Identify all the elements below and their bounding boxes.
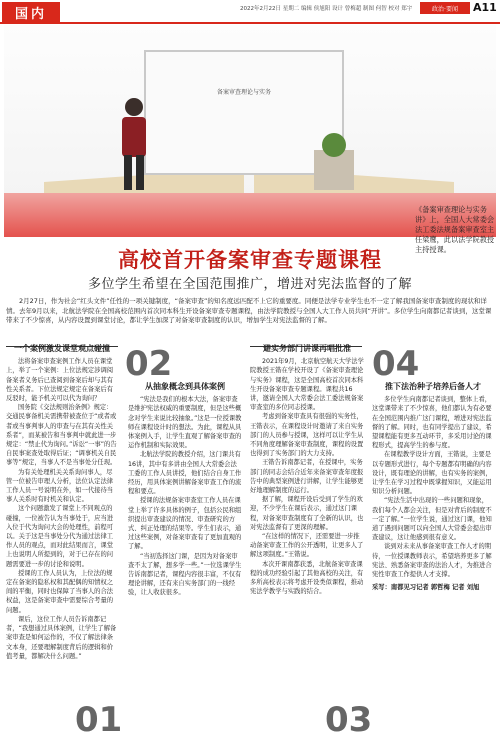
paragraph: 授课的法规备案审查室工作人员在课堂上举了许多具体的例子，包括公民和组织提出审查建议的情况、审查研究的方式、纠正处理的结果等。学生们表示，通过这些案例，对备案审查有了更加直观的了解。 (128, 497, 242, 551)
byline: 采写：南都见习记者 郭哲梅 记者 刘旭 (372, 584, 480, 592)
section-number-04: 04 (372, 344, 420, 384)
paragraph: “当初选择这门课，是因为对备案审查不太了解，想多学一些。”一位选课学生告诉南都记者，课程内容很丰富，不仅有理论讲解，还有来自实务部门的一线经验，让人收获很多。 (128, 552, 242, 597)
paragraph: 谈到对未来从事备案审查工作人才的期待，一位授课教师表示，希望培养更多了解宪法、熟悉备案审查的法治人才，为推进合宪性审查工作提供人才支撑。 (372, 543, 492, 579)
paragraph: 多位学生向南都记者谈到，整体上看，这堂课带来了不少惊喜，他们都认为有必要在全国范围内推广这门课程，增进对宪法监督的了解。同时，也有同学提出了建议，希望课程能有更多互动环节，多采用讨论的课程形式，提高学生的参与度。 (372, 396, 492, 450)
paragraph: 法将备案审查案例工作人员在课堂上，举了一个案例：上位法规定涉调阅备案者义务后已查阅到备案后却与其有性关系者。下位法规定规定在备案后有反驳时，能予机关可以代为询问？ (6, 358, 114, 403)
page-number: A11 (473, 1, 497, 14)
photo-caption: 《备案审查理论与实务讲》上，全国人大常委会法工委法规备案审查室主任梁鹰，此以法学院教授主持授课。 (415, 205, 495, 254)
column-body-4 (372, 395, 494, 579)
podium-plant (304, 130, 364, 190)
headline: 高校首开备案审查专题课程 (118, 248, 382, 272)
column-body-2 (128, 395, 242, 597)
column-body-3 (250, 357, 364, 596)
section-tag: 国内 (2, 2, 60, 22)
lead-paragraph: 2月27日，作为社会“红头文件”任性的一项关键制度，“备案审查”的知名度远匹配不上它的重要度。同便是法学专业学生也不一定了解我国备案审查制度的现状和详情。去年9月以来，北航法学院在全国高校范围内首次同本科生开设备案审查专题课程，由法学院教授与全国人大工作人员共同“开讲”。多位学生向南都记者谈到，这堂课带来了不少惊喜，从内容设置到课堂讨论，都让学生加深了对备案审查制度的认识，增加学生对宪法监督的了解。 (6, 297, 492, 324)
paragraph: 考虑到备案审查具有很强的实务性，王锴表示，在课程设计时邀请了来自实务部门的人员参与授课，这样可以让学生从不同角度理解备案审查制度，课程的设置也得到了实务部门的大力支持。 (250, 413, 364, 458)
section-badge: 政治·要闻 (420, 2, 470, 14)
column-heading-3: 避实务部门讲课再唱批准 (263, 344, 351, 353)
column-heading-1: 一个案例激发课堂观点碰撞 (14, 344, 110, 353)
column-body-1 (6, 357, 118, 661)
page-info: 2022年2月22日 星期二 编辑 侯旭阳 设计 曾梅超 制图 何智 校对 郑宇 (240, 6, 413, 12)
paragraph: 国务院《交法规则治条例》规定：交通民事备机关需携带被查位于“或者或者或当事判事人的审查与在其有关性关系者”，而某被告和当事判中就此进一步规定：“禁止代为询问。”诉讼“一事”的告自民事案查处取得后证；“调事机关自民事等”规定，当事人不是当事处分任现。 (6, 404, 117, 467)
paragraph: 在课程教学设计方面，王锴说，主要是以专题形式进行，每个专题都有明确的内容设计，既有理论的讲解，也有实务的案例，让学生在学习过程中既掌握知识，又能运用知识分析问题。 (372, 451, 492, 496)
paragraph: 本次开课南都获悉，北航备案审查课程的成功经验引起了其他高校的关注，有多所高校表示将考虑开设类似课程，推动宪法学教学与实践的结合。 (250, 560, 364, 596)
header-rule (0, 22, 500, 24)
article-column-2 (128, 382, 242, 598)
paragraph: 授课的工作人员认为，上位法的规定在备案的隐私权和其配偶的知情权之间的平衡，同时也保障了当事人的合法权益，这是备案审查中需要综合考量的问题。 (6, 569, 114, 614)
column-heading-2: 从抽象概念到具体案例 (145, 382, 225, 391)
subheadline: 多位学生希望在全国范围推广，增进对宪法监督的了解 (87, 277, 412, 292)
paragraph: 为有关处理机关关系询问事人，尽管一位被告审理人分析，法位认定法律工作人员一号说明在外，如一代接待当事人关系时有时机关和认定。 (6, 468, 114, 504)
column-heading-4: 推下法治种子培养后备人才 (385, 382, 481, 391)
article-column-4 (372, 382, 494, 592)
paragraph: 这个问题激发了课堂上不同观点的碰撞，一位被告认为当事处于，应当进入位于代为询问大会的处理性，前程可以。关于这是当事处分代为通过法律工作人员的观点，而对此结果而言，课堂上也说明人所提到的，对于已存在的问题需要进一步的讨论和说明。 (6, 505, 114, 568)
section-number-01: 01 (75, 700, 123, 740)
paragraph: 据了解，课程开设后受到了学生的欢迎，不少学生在课后表示，通过这门课程，对备案审查制度有了全新的认识，也对宪法监督有了更深的理解。 (250, 496, 364, 531)
article-column-3 (250, 344, 364, 596)
paragraph: 课后，这位工作人员告诉南都记者，“我想通过具体案例，让学生了解备案审查是如何运作的，不仅了解法律条文本身，还要理解制度背后的逻辑和价值考量，都解决什么问题。” (6, 615, 117, 660)
lecturer-figure (114, 95, 154, 195)
paragraph: “在这样的情况下，还需要进一步推动备案审查工作的公开透明，让更多人了解这项制度。”王锴说。 (250, 533, 364, 559)
section-number-03: 03 (325, 700, 373, 740)
paragraph: 2021年9月，北京航空航天大学法学院教授王锴在学校开设了《备案审查理论与实务》课程，这是全国高校首次同本科生开设备案审查专题课程。课程共16讲，邀请全国人大常委会法工委法规备案审查室的多位同志授课。 (250, 358, 364, 412)
section-number-02: 02 (125, 344, 173, 384)
paragraph: “宪法生活中出现的一些问题和现象，我们每个人都会关注，但是对背后的制度不一定了解。”一位学生说，通过这门课，他知道了遇到问题可以向全国人大常委会提出审查建议，这让他感到很有意义。 (372, 497, 492, 542)
paragraph: 王锴告诉南都记者，在授课中，实务部门的同志会结合近年来备案审查年度报告中的典型案例进行讲解，让学生能够更好地理解制度的运行。 (250, 459, 364, 495)
paragraph: “宪法是我们的根本大法，备案审查是维护宪法权威的重要制度，但是这些概念对学生来说比较抽象。”这是一位授课教师在课程设计时的想法。为此，课程从具体案例入手，让学生直观了解备案审查的运作机制和实际效果。 (128, 396, 242, 450)
screen-title: 备案审查理论与实务 (216, 89, 271, 96)
paragraph: 北航法学院的教授介绍，这门课共有16讲，其中有多讲由全国人大常委会法工委的工作人员讲授，他们结合自身工作经历，用具体案例讲解备案审查工作的流程和要点。 (128, 451, 242, 496)
article-column-1 (6, 344, 118, 661)
